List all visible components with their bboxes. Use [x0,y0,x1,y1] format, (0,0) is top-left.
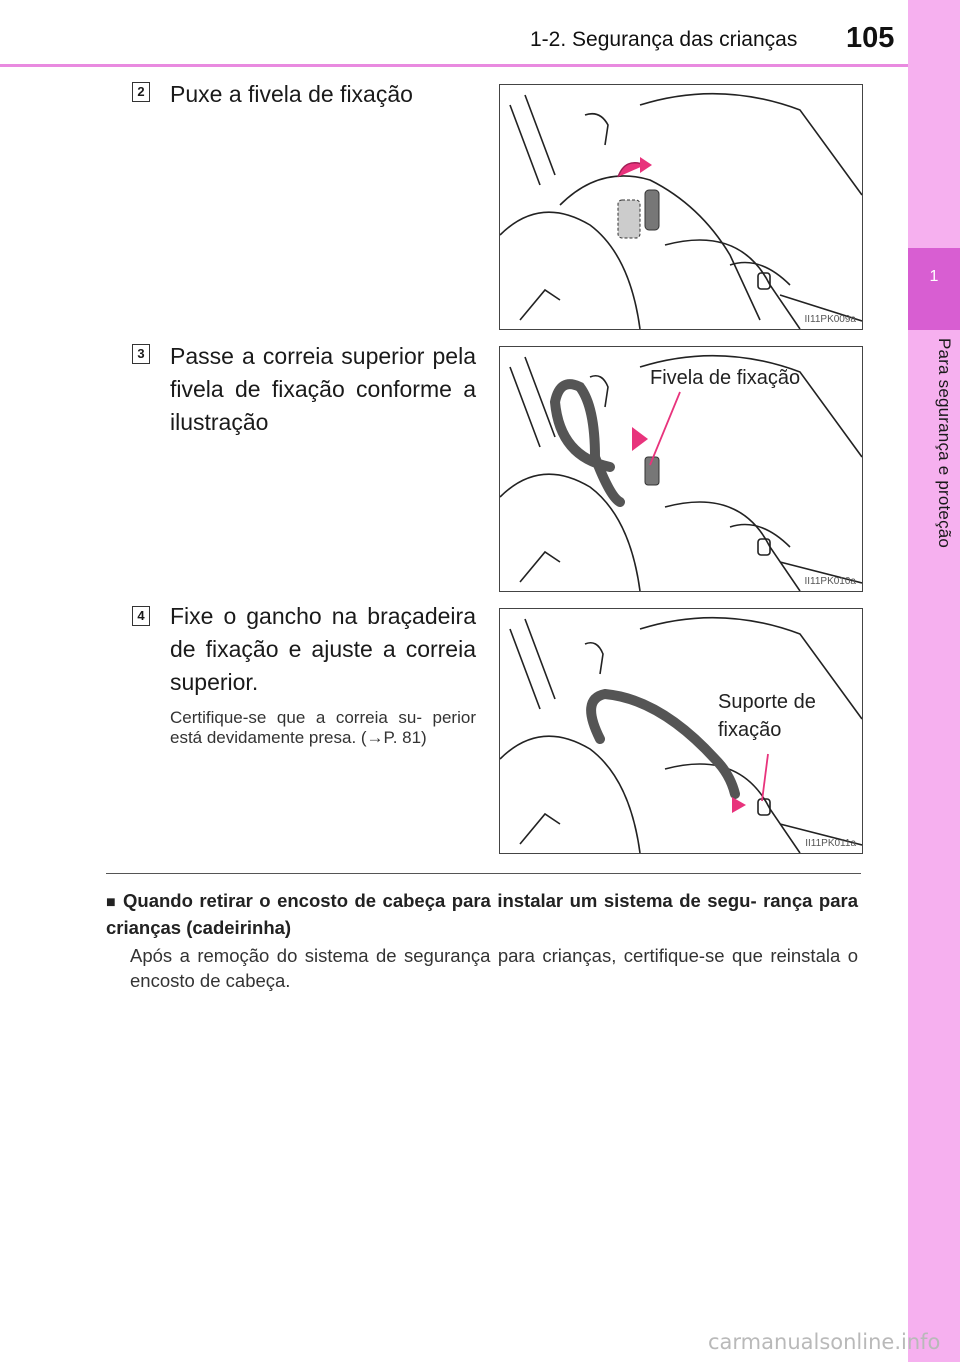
info-square-icon: ■ [106,894,117,911]
chapter-side-tab [908,0,960,1362]
seat-illustration-1 [500,85,862,329]
watermark: carmanualsonline.info [708,1330,941,1354]
step-2-badge: 2 [132,82,150,102]
info-title-text: Quando retirar o encosto de cabeça para instalar um sistema de segu- rança para crianças (cadeirinha) [106,890,858,938]
step-4-badge: 4 [132,606,150,626]
chapter-title: Para segurança e proteção [935,338,954,549]
figure-code-2: II11PK010a [804,576,856,587]
figure-code-3: II11PK011a [805,838,856,849]
figure-pull-buckle [499,84,863,330]
step-3-badge: 3 [132,344,150,364]
step-2-text: Puxe a fivela de fixação [170,81,413,107]
info-title [106,888,858,940]
step-4-note: Certifique-se que a correia su- perior está devidamente presa. (→P. 81) [170,708,476,747]
page-number: 105 [846,22,895,54]
section-divider [106,873,861,874]
chapter-number-box [908,248,960,330]
step-3-text: Passe a correia superior pela fivela de fixação conforme a ilustração [170,343,476,435]
section-title: 1-2. Segurança das crianças [530,28,798,51]
step-4-text: Fixe o gancho na braçadeira de fixação e ajuste a correia superior. [170,603,476,695]
callout-anchor-label-2: fixação [718,719,782,741]
figure-route-strap [499,346,863,592]
info-body: Após a remoção do sistema de segurança para crianças, certifique-se que reinstala o encosto de cabeça. [130,945,858,991]
seat-illustration-3 [500,609,862,853]
figure-attach-hook [499,608,863,854]
chapter-number: 1 [929,268,939,285]
callout-anchor-label-1: Suporte de [718,691,816,713]
callout-buckle-label: Fivela de fixação [650,367,801,389]
figure-code-1: II11PK009a [804,314,856,325]
header-rule [0,64,908,67]
